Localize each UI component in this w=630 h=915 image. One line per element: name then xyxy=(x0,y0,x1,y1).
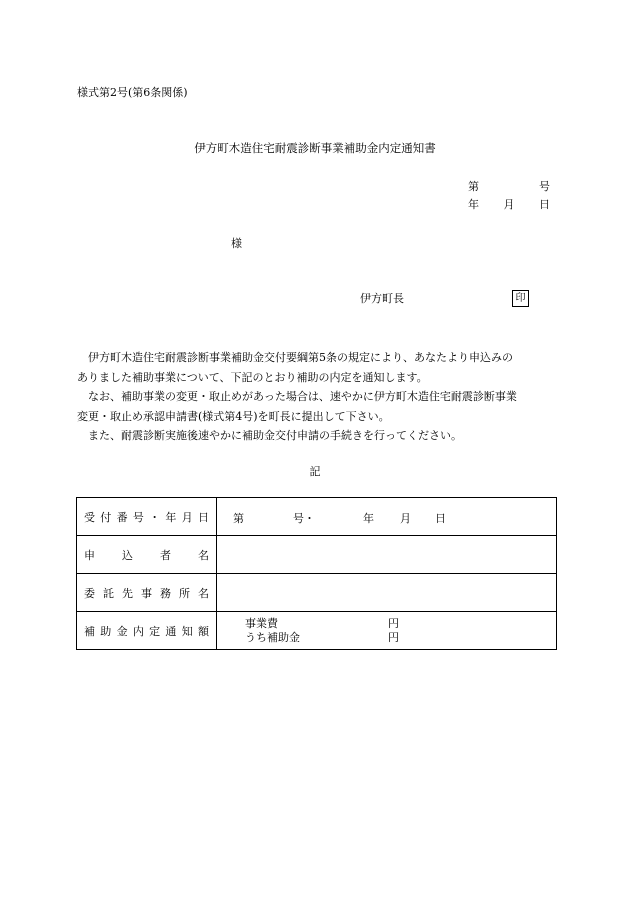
number-go: 号 xyxy=(539,180,550,193)
table-row-contractor xyxy=(77,574,557,612)
ki-heading: 記 xyxy=(309,465,321,478)
body-line-2: ありました補助事業について、下記のとおり補助の内定を通知します。 xyxy=(77,370,428,384)
notice-body xyxy=(77,348,557,446)
subsidy-label: うち補助金 xyxy=(245,631,300,644)
project-cost-yen: 円 xyxy=(388,617,399,630)
label-subsidy-amount: 補 助 金 内 定 通 知 額 xyxy=(77,612,217,650)
label-contractor-office: 委 託 先 事 務 所 名 xyxy=(77,574,217,612)
issuer-name: 伊方町長 xyxy=(360,292,404,305)
addressee-suffix: 様 xyxy=(231,237,242,250)
value-subsidy-amount[interactable] xyxy=(217,612,557,650)
document-title: 伊方町木造住宅耐震診断事業補助金内定通知書 xyxy=(194,141,436,155)
value-contractor-office[interactable] xyxy=(217,574,557,612)
recv-month: 月 xyxy=(400,512,411,525)
body-line-5: また、耐震診断実施後速やかに補助金交付申請の手続きを行ってください。 xyxy=(88,429,462,442)
form-number: 様式第2号(第6条関係) xyxy=(77,86,188,99)
document-date-line xyxy=(468,198,550,212)
label-reception-number-date: 受 付 番 号 ・ 年 月 日 xyxy=(77,498,217,536)
table-row-reception xyxy=(77,498,557,536)
table-row-applicant xyxy=(77,536,557,574)
table-row-amount xyxy=(77,612,557,650)
document-number-line xyxy=(468,180,550,194)
date-day: 日 xyxy=(539,198,550,211)
value-reception-number-date[interactable] xyxy=(217,498,557,536)
project-cost-label: 事業費 xyxy=(245,617,278,630)
recv-year: 年 xyxy=(363,512,374,525)
body-line-4: 変更・取止め承認申請書(様式第4号)を町長に提出して下さい。 xyxy=(77,409,390,423)
details-table xyxy=(76,497,557,650)
body-line-1: 伊方町木造住宅耐震診断事業補助金交付要綱第5条の規定により、あなたより申込みの xyxy=(88,351,513,364)
recv-dai: 第 xyxy=(233,512,244,525)
seal-box: 印 xyxy=(512,290,529,307)
recv-day: 日 xyxy=(435,512,446,525)
number-dai: 第 xyxy=(468,180,479,193)
subsidy-yen: 円 xyxy=(388,631,399,644)
date-year: 年 xyxy=(468,198,479,211)
label-applicant-name: 申 込 者 名 xyxy=(77,536,217,574)
value-applicant-name[interactable] xyxy=(217,536,557,574)
date-month: 月 xyxy=(503,198,515,211)
body-line-3: なお、補助事業の変更・取止めがあった場合は、速やかに伊方町木造住宅耐震診断事業 xyxy=(88,390,517,403)
recv-go: 号・ xyxy=(293,512,315,525)
